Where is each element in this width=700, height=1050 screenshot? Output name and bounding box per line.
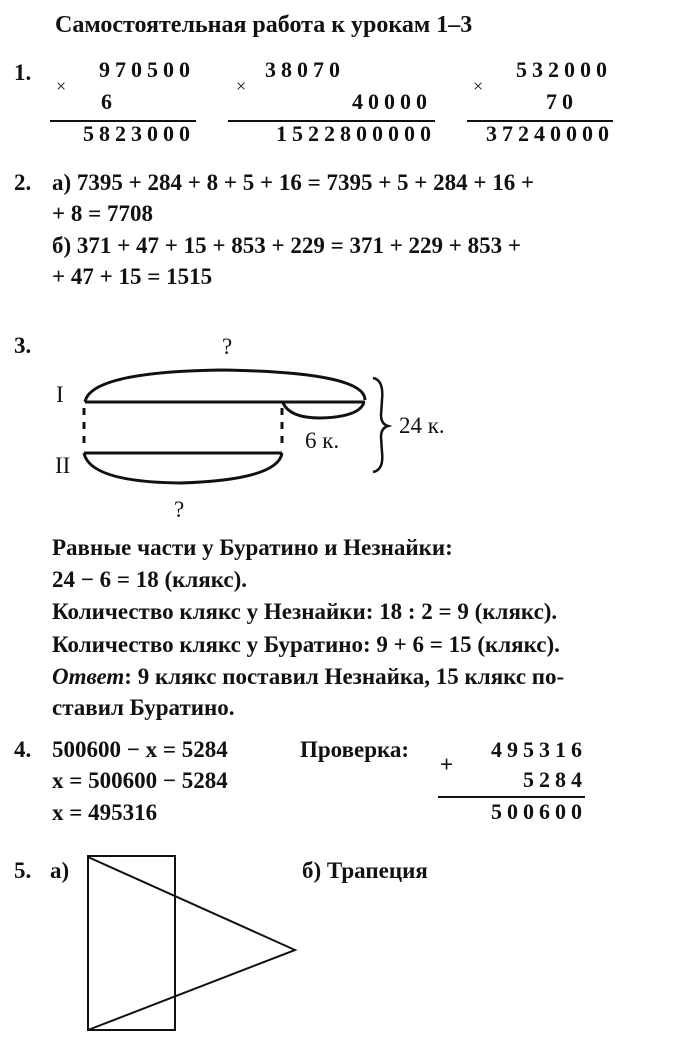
brace	[373, 378, 388, 472]
answer-line	[52, 664, 564, 690]
check-label: Проверка:	[300, 737, 410, 762]
factor-b: 6	[101, 89, 117, 114]
times-sign: ×	[236, 76, 247, 96]
task-2-line: а) 7395 + 284 + 8 + 5 + 16 = 7395 + 5 + 284 + 16 +	[52, 170, 535, 195]
answer-text: : 9 клякс поставил Незнайка, 15 клякс по-	[124, 664, 565, 689]
factor-b: 40000	[352, 89, 432, 114]
triangle	[88, 857, 295, 1030]
top-arc	[85, 370, 365, 402]
answer-line: ставил Буратино.	[52, 695, 235, 720]
unknown-top: ?	[222, 334, 233, 359]
total-label: 24 к.	[399, 413, 445, 438]
task-1-number: 1.	[14, 60, 32, 85]
addend-a: 495316	[491, 737, 587, 762]
times-sign: ×	[56, 76, 67, 96]
equation-line: x = 500600 − 5284	[52, 768, 228, 793]
equation-line: 500600 − x = 5284	[52, 737, 228, 762]
difference-arc	[283, 402, 364, 418]
solution-line: Количество клякс у Буратино: 9 + 6 = 15 (клякс).	[52, 632, 560, 657]
rectangle	[88, 856, 175, 1030]
factor-a: 532000	[516, 57, 612, 82]
task-2-line: + 47 + 15 = 1515	[52, 264, 213, 289]
task-3-number: 3.	[14, 333, 32, 358]
label-1: I	[56, 382, 64, 407]
factor-b: 70	[546, 89, 578, 114]
part-b-answer: б) Трапеция	[302, 858, 428, 883]
page-title: Самостоятельная работа к урокам 1–3	[55, 12, 473, 38]
solution-line: Количество клякс у Незнайки: 18 : 2 = 9 (клякс).	[52, 599, 558, 624]
bottom-arc	[84, 453, 282, 483]
factor-a: 38070	[265, 57, 345, 82]
solution-line: Равные части у Буратино и Незнайки:	[52, 535, 453, 560]
product: 37240000	[486, 121, 614, 146]
task-4-number: 4.	[14, 737, 32, 762]
plus-sign: +	[440, 752, 454, 777]
answer-label: Ответ	[52, 664, 125, 689]
label-2: II	[55, 453, 71, 478]
equation-line: x = 495316	[52, 800, 158, 825]
product: 1522800000	[276, 121, 436, 146]
times-sign: ×	[473, 76, 484, 96]
solution-line: 24 − 6 = 18 (клякс).	[52, 567, 248, 592]
product: 5823000	[83, 121, 195, 146]
difference-label: 6 к.	[305, 428, 340, 453]
task-2-line: б) 371 + 47 + 15 + 853 + 229 = 371 + 229 + 853 +	[52, 233, 522, 258]
rule	[438, 796, 585, 798]
unknown-bottom: ?	[174, 497, 185, 522]
task-2-number: 2.	[14, 170, 32, 195]
task-2-line: + 8 = 7708	[52, 201, 153, 226]
task-5-number: 5.	[14, 858, 32, 883]
addend-b: 5284	[523, 767, 587, 792]
sum: 500600	[491, 799, 587, 824]
part-a-label: а)	[50, 858, 70, 883]
factor-a: 970500	[99, 57, 195, 82]
